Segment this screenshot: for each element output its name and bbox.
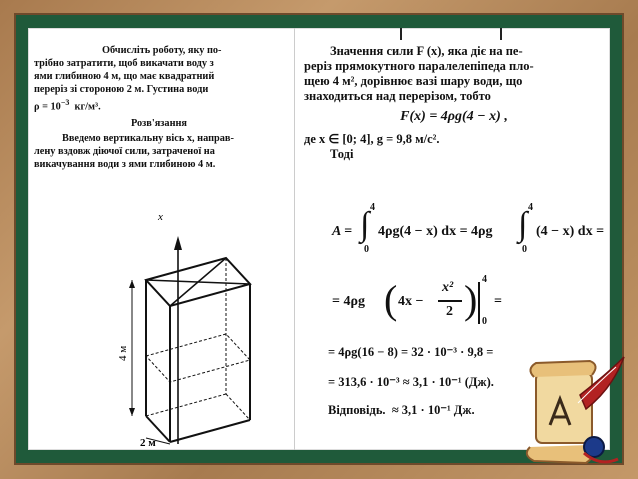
integral-1-upper: 4 xyxy=(370,202,375,213)
integral-2-lower: 0 xyxy=(522,244,527,255)
density-exponent: −3 xyxy=(60,98,70,107)
force-paragraph-line-3: щею 4 м², дорівнює вазі шару води, що xyxy=(304,74,523,88)
intro-line-1: Введемо вертикальну вісь x, направ- xyxy=(62,133,234,145)
fraction-bar xyxy=(438,300,462,302)
solution-heading: Розв'язання xyxy=(130,118,188,130)
force-paragraph-line-4: знаходиться над перерізом, тобто xyxy=(304,89,491,103)
force-formula: F(x) = 4ρg(4 − x) , xyxy=(400,109,508,124)
antiderivative-equation xyxy=(304,272,604,328)
right-column xyxy=(304,44,604,162)
integral-sign-1: ∫ xyxy=(360,206,370,243)
scroll-quill-emblem-icon xyxy=(520,355,628,473)
eq1-left: A = xyxy=(332,224,353,239)
eval-bar xyxy=(478,282,480,324)
width-label: 2 м xyxy=(140,437,156,446)
axis-label: x xyxy=(158,211,163,223)
right-paren: ) xyxy=(464,277,478,322)
column-divider xyxy=(294,28,295,450)
numeric-equation-line: = 4ρg(16 − 8) = 32 · 10⁻³ · 9,8 = xyxy=(328,345,494,359)
problem-line-4: переріз зі стороною 2 м. Густина води xyxy=(34,84,209,95)
intro-line-3: викачування води з ями глибиною 4 м. xyxy=(34,159,216,171)
problem-line-2: трібно затратити, щоб викачати воду з xyxy=(34,58,214,69)
problem-line-1: Обчисліть роботу, яку по- xyxy=(102,45,222,56)
eq2-end: = xyxy=(494,294,502,309)
answer-label: Відповідь. xyxy=(328,403,386,417)
fraction-denominator: 2 xyxy=(446,304,453,319)
eval-lower: 0 xyxy=(482,316,487,327)
integral-sign-2: ∫ xyxy=(518,206,528,243)
cross-section xyxy=(146,334,250,382)
height-label: 4 м xyxy=(117,345,129,361)
top-mark-2 xyxy=(500,28,502,40)
problem-line-3: ями глибиною 4 м, що має квадратний xyxy=(34,71,215,82)
density-line xyxy=(34,96,284,113)
bottom-edge-3 xyxy=(146,394,226,416)
eq2-prefix: = 4ρg xyxy=(332,294,365,309)
density-value: ρ = 10 xyxy=(34,101,61,113)
eval-upper: 4 xyxy=(482,274,487,285)
top-mark-1 xyxy=(400,28,402,40)
intro-line-2: лену вздовж діючої сили, затраченої на xyxy=(34,146,215,158)
fraction-numerator: x² xyxy=(442,280,454,295)
eq2-inner: 4x − xyxy=(398,294,424,309)
eq1-right: (4 − x) dx = xyxy=(536,224,605,239)
integral-1-lower: 0 xyxy=(364,244,369,255)
where-line: де x ∈ [0; 4], g = 9,8 м/с². xyxy=(304,132,440,146)
integral-2-upper: 4 xyxy=(528,202,533,213)
bottom-edge-4 xyxy=(226,394,250,420)
eq1-mid: 4ρg(4 − x) dx = 4ρg xyxy=(378,224,493,239)
answer-value: ≈ 3,1 · 10⁻¹ Дж. xyxy=(391,403,475,417)
result-equation-line: = 313,6 · 10⁻³ ≈ 3,1 · 10⁻¹ (Дж). xyxy=(328,375,494,389)
work-integral-equation xyxy=(304,202,605,256)
left-column xyxy=(34,44,284,171)
prism-diagram xyxy=(90,206,260,446)
then-label: Тоді xyxy=(330,147,354,161)
x-axis-arrow xyxy=(174,236,182,250)
left-paren: ( xyxy=(384,277,398,322)
force-paragraph-line-1: Значення сили F (x), яка діє на пе- xyxy=(330,44,523,58)
density-unit: кг/м³. xyxy=(74,101,101,113)
bottom-edge-2 xyxy=(170,420,250,442)
force-paragraph-line-2: реріз прямокутного паралелепіпеда пло- xyxy=(304,59,534,73)
